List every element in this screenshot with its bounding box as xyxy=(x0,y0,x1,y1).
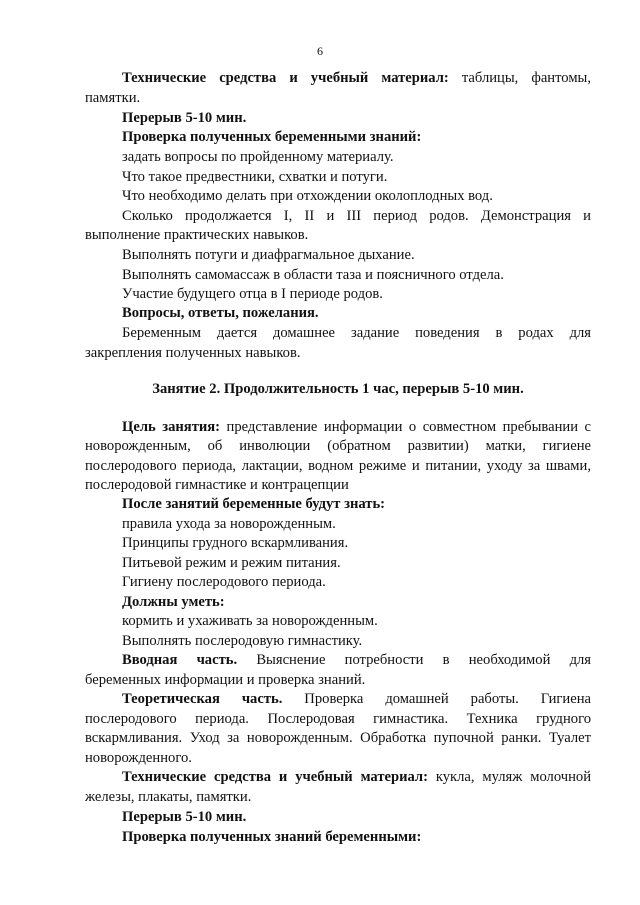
text-line: Принципы грудного вскармливания. xyxy=(122,535,349,551)
text-line: Вводная часть. Выяснение потребности в необходимой для xyxy=(122,652,592,668)
text-line: выполнение практических навыков. xyxy=(85,227,309,243)
text-line: вскармливания. Уход за новорожденным. Обработка пупочной ранки. Туалет xyxy=(85,730,591,746)
text-line: Вопросы, ответы, пожелания. xyxy=(122,305,319,321)
text-line: Выполнять потуги и диафрагмальное дыхание. xyxy=(122,247,415,263)
text-line: Выполнять самомассаж в области таза и поясничного отдела. xyxy=(122,267,504,283)
text-line: послеродового периода, лактации, водном режиме и питании, уходу за швами, xyxy=(85,458,591,474)
text-line: Питьевой режим и режим питания. xyxy=(122,555,341,571)
text-line: Что необходимо делать при отхождении околоплодных вод. xyxy=(122,188,493,204)
text-line: задать вопросы по пройденному материалу. xyxy=(122,149,394,165)
text-line: Участие будущего отца в I периоде родов. xyxy=(122,286,383,302)
text-line: кормить и ухаживать за новорожденным. xyxy=(122,613,378,629)
text-line: Теоретическая часть. Проверка домашней работы. Гигиена xyxy=(122,691,591,707)
text-line: Технические средства и учебный материал: таблицы, фантомы, xyxy=(122,70,592,86)
text-line: новорожденным, об инволюции (обратном развитии) матки, гигиене xyxy=(85,438,591,454)
text-line: правила ухода за новорожденным. xyxy=(122,516,336,532)
text-line: Проверка полученных знаний беременными: xyxy=(122,829,422,845)
text-line: послеродовой гимнастике и контрацепции xyxy=(85,477,349,493)
text-line: новорожденного. xyxy=(85,750,192,766)
text-line: железы, плакаты, памятки. xyxy=(85,789,252,805)
text-line: закрепления полученных навыков. xyxy=(85,345,301,361)
text-line: памятки. xyxy=(85,90,141,106)
text-line: Перерыв 5-10 мин. xyxy=(122,809,247,825)
text-line: Что такое предвестники, схватки и потуги. xyxy=(122,169,388,185)
text-line: Выполнять послеродовую гимнастику. xyxy=(122,633,363,649)
text-line: Гигиену послеродового периода. xyxy=(122,574,326,590)
page-number: 6 xyxy=(317,44,323,58)
text-line: Технические средства и учебный материал: кукла, муляж молочной xyxy=(122,769,592,785)
text-line: послеродового периода. Послеродовая гимнастика. Техника грудного xyxy=(85,711,591,727)
text-line: беременных информации и проверка знаний. xyxy=(85,672,366,688)
text-line: Цель занятия: представление информации о совместном пребывании с xyxy=(122,419,591,435)
text-line: Беременным дается домашнее задание поведения в родах для xyxy=(122,325,591,341)
text-line: Сколько продолжается I, II и III период родов. Демонстрация и xyxy=(122,208,591,224)
text-line: После занятий беременные будут знать: xyxy=(122,496,386,512)
text-line: Проверка полученных беременными знаний: xyxy=(122,129,422,145)
text-line: Должны уметь: xyxy=(122,594,225,610)
text-line: Перерыв 5-10 мин. xyxy=(122,110,247,126)
section-heading: Занятие 2. Продолжительность 1 час, перерыв 5-10 мин. xyxy=(152,381,524,397)
